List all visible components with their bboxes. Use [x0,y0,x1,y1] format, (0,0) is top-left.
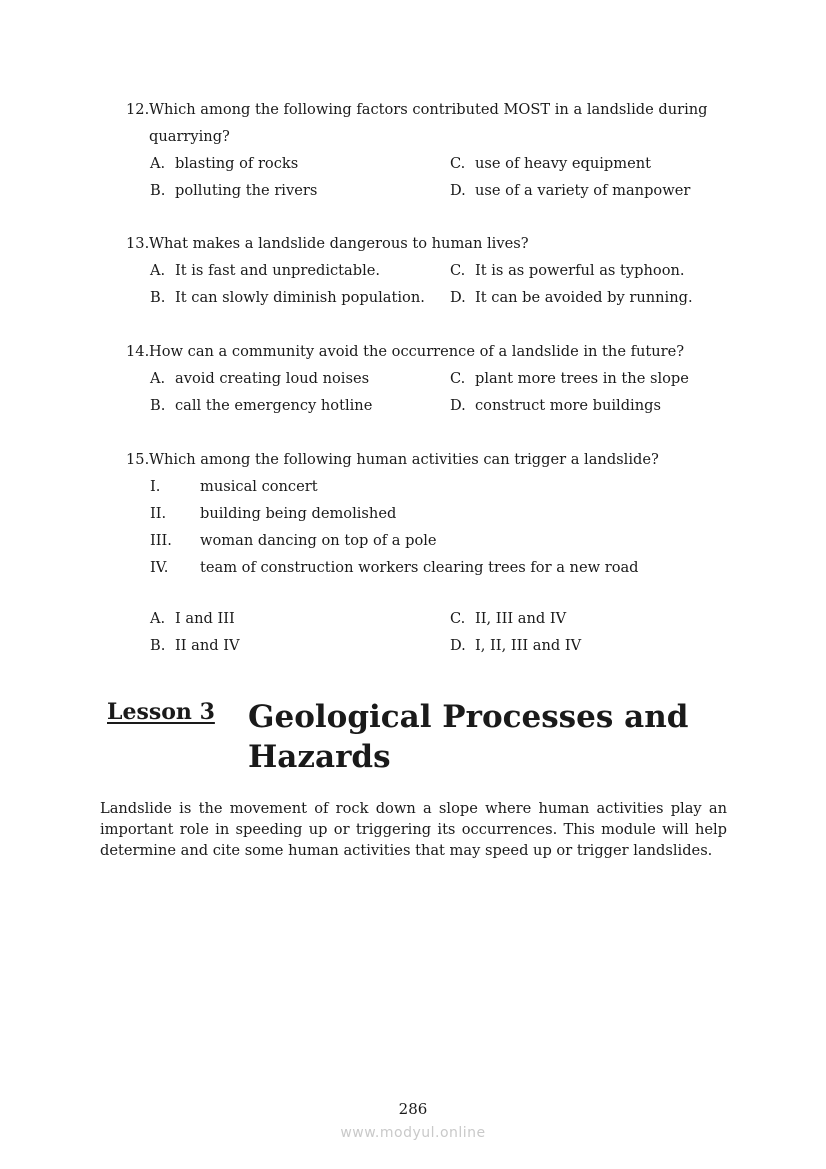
list-numeral: II. [150,505,167,522]
option-c[interactable] [450,150,651,177]
lesson-intro-paragraph: Landslide is the movement of rock down a slope where human activities play an important role in speeding up or triggering its occurrences. This module will help determine and cite some human activities that may speed up or trigger landslides. [100,799,727,859]
list-item [150,527,736,554]
list-numeral: I. [150,478,161,495]
option-d[interactable] [450,177,690,204]
option-letter: D. [450,289,466,306]
option-d[interactable] [450,284,693,311]
question-stem [126,230,736,257]
option-a[interactable] [150,257,380,284]
list-item [150,473,736,500]
list-item-text: team of construction workers clearing trees for a new road [200,559,639,576]
option-text: It is as powerful as typhoon. [475,262,685,279]
option-letter: C. [450,370,466,387]
question-text: How can a community avoid the occurrence of a landslide in the future? [149,343,685,360]
activity-list [126,473,736,581]
answer-options [126,365,736,419]
option-text: call the emergency hotline [175,397,373,414]
question-text-continued: quarrying? [149,128,230,145]
question-text: Which among the following factors contributed MOST in a landslide during [149,101,708,118]
option-letter: D. [450,637,466,654]
option-letter: A. [150,370,166,387]
option-text: II and IV [175,637,240,654]
option-b[interactable] [150,632,240,659]
answer-options [126,257,736,311]
question-number: 12. [126,101,150,118]
option-c[interactable] [450,605,566,632]
option-c[interactable] [450,257,685,284]
option-letter: C. [450,262,466,279]
page-number: 286 [398,1100,428,1118]
option-c[interactable] [450,365,689,392]
option-text: II, III and IV [475,610,567,627]
question-number: 14. [126,343,150,360]
list-item-text: building being demolished [200,505,397,522]
option-b[interactable] [150,284,425,311]
option-text: It is fast and unpredictable. [175,262,381,279]
option-d[interactable] [450,632,581,659]
watermark: www.modyul.online [340,1125,486,1141]
option-letter: C. [450,155,466,172]
option-letter: B. [150,289,166,306]
question-stem [126,96,736,150]
option-a[interactable] [150,605,235,632]
option-d[interactable] [450,392,661,419]
option-letter: A. [150,155,166,172]
question-14 [126,338,736,419]
option-text: use of heavy equipment [475,155,651,172]
option-text: plant more trees in the slope [475,370,689,387]
question-text: Which among the following human activities can trigger a landslide? [149,451,659,468]
option-text: polluting the rivers [175,182,318,199]
question-text: What makes a landslide dangerous to human lives? [149,235,529,252]
option-letter: B. [150,637,166,654]
lesson-label: Lesson 3 [107,699,215,725]
answer-options [126,605,736,659]
option-b[interactable] [150,177,317,204]
option-letter: A. [150,610,166,627]
list-item [150,554,736,581]
list-numeral: IV. [150,559,169,576]
option-text: I and III [175,610,235,627]
option-a[interactable] [150,365,369,392]
question-stem [126,338,736,365]
question-12 [126,96,736,204]
option-text: use of a variety of manpower [475,182,691,199]
option-letter: D. [450,397,466,414]
option-letter: A. [150,262,166,279]
question-13 [126,230,736,311]
option-a[interactable] [150,150,298,177]
option-letter: D. [450,182,466,199]
option-letter: C. [450,610,466,627]
list-item [150,500,736,527]
option-letter: B. [150,397,166,414]
list-item-text: woman dancing on top of a pole [200,532,437,549]
lesson-title [248,697,728,777]
option-text: blasting of rocks [175,155,299,172]
option-text: construct more buildings [475,397,661,414]
question-15 [126,446,736,659]
lesson-title-line: Hazards [248,739,391,775]
option-text: I, II, III and IV [475,637,582,654]
option-letter: B. [150,182,166,199]
lesson-title-line: Geological Processes and [248,699,689,735]
question-number: 13. [126,235,150,252]
option-b[interactable] [150,392,372,419]
answer-options [126,150,736,204]
question-stem [126,446,736,473]
option-text: It can be avoided by running. [475,289,693,306]
option-text: It can slowly diminish population. [175,289,425,306]
list-item-text: musical concert [200,478,318,495]
option-text: avoid creating loud noises [175,370,370,387]
question-number: 15. [126,451,150,468]
list-numeral: III. [150,532,172,549]
